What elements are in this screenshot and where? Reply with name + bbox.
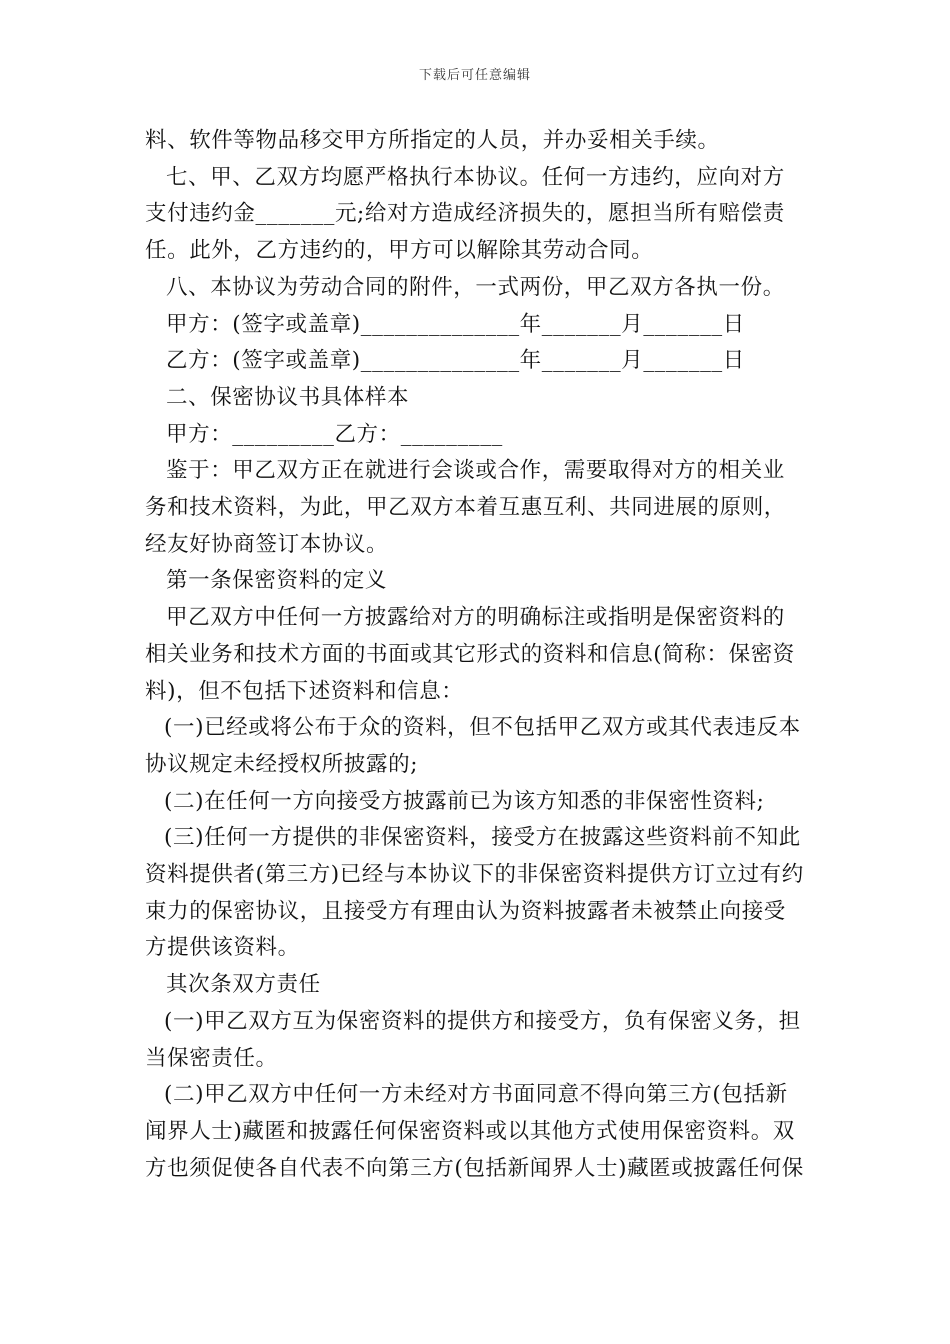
paragraph-line: 七、甲、乙双方均愿严格执行本协议。任何一方违约，应向对方 — [166, 164, 785, 190]
document-body — [145, 123, 810, 1187]
paragraph-line: 料)，但不包括下述资料和信息： — [145, 678, 464, 704]
paragraph-line: 闻界人士)藏匿和披露任何保密资料或以其他方式使用保密资料。双 — [145, 1118, 795, 1144]
paragraph-line: 八、本协议为劳动合同的附件，一式两份，甲乙双方各执一份。 — [166, 274, 785, 300]
paragraph-line: 束力的保密协议，且接受方有理由认为资料披露者未被禁止向接受 — [145, 898, 786, 924]
paragraph-line: 当保密责任。 — [145, 1045, 278, 1071]
paragraph-line: 资料提供者(第三方)已经与本协议下的非保密资料提供方订立过有约 — [145, 862, 804, 888]
signature-line-party-a: 甲方：(签字或盖章)______________年_______月_______日 — [166, 311, 745, 337]
section-heading: 二、保密协议书具体样本 — [166, 384, 410, 410]
paragraph-line: 任。此外，乙方违约的，甲方可以解除其劳动合同。 — [145, 238, 654, 264]
paragraph-line: 协议规定未经授权所披露的; — [145, 751, 419, 777]
page-header: 下载后可任意编辑 — [418, 68, 531, 83]
article-heading: 其次条双方责任 — [166, 972, 321, 998]
paragraph-line: 鉴于：甲乙双方正在就进行会谈或合作，需要取得对方的相关业 — [166, 458, 785, 484]
paragraph-line: 方也须促使各自代表不向第三方(包括新闻界人士)藏匿或披露任何保 — [145, 1155, 804, 1181]
paragraph-line: (一)已经或将公布于众的资料，但不包括甲乙双方或其代表违反本 — [164, 715, 801, 741]
article-heading: 第一条保密资料的定义 — [166, 568, 388, 594]
paragraph-line: 务和技术资料，为此，甲乙双方本着互惠互利、共同进展的原则， — [145, 495, 786, 521]
paragraph-line: 料、软件等物品移交甲方所指定的人员，并办妥相关手续。 — [145, 128, 720, 153]
paragraph-line: 经友好协商签订本协议。 — [145, 531, 389, 557]
parties-line: 甲方：_________乙方：_________ — [166, 421, 503, 447]
paragraph-line: 相关业务和技术方面的书面或其它形式的资料和信息(简称：保密资 — [145, 641, 795, 667]
paragraph-line: (二)在任何一方向接受方披露前已为该方知悉的非保密性资料; — [164, 788, 765, 814]
paragraph-line: 支付违约金_______元;给对方造成经济损失的，愿担当所有赔偿责 — [145, 201, 785, 227]
paragraph-line: 甲乙双方中任何一方披露给对方的明确标注或指明是保密资料的 — [166, 605, 785, 631]
paragraph-line: (一)甲乙双方互为保密资料的提供方和接受方，负有保密义务，担 — [164, 1008, 801, 1034]
signature-line-party-b: 乙方：(签字或盖章)______________年_______月_______日 — [166, 348, 745, 374]
paragraph-line: 方提供该资料。 — [145, 935, 300, 961]
paragraph-line: (二)甲乙双方中任何一方未经对方书面同意不得向第三方(包括新 — [164, 1082, 788, 1108]
paragraph-line: (三)任何一方提供的非保密资料，接受方在披露这些资料前不知此 — [164, 825, 801, 851]
